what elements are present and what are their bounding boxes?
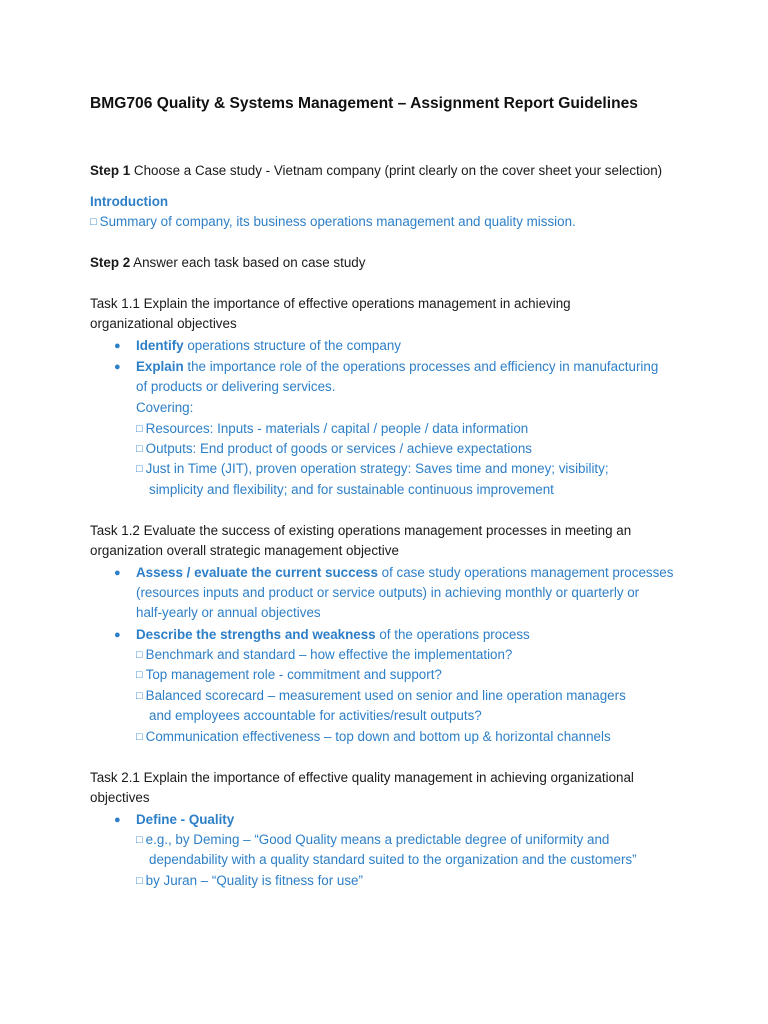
bullet-icon: ● bbox=[114, 629, 121, 641]
sub-item-text: Resources: Inputs - materials / capital / people / data information bbox=[145, 421, 529, 436]
task-1-1-bullet-explain bbox=[136, 357, 658, 377]
step2-text: Answer each task based on case study bbox=[130, 255, 366, 270]
sub-item-text: Benchmark and standard – how effective the implementation? bbox=[145, 647, 513, 662]
checkbox-square-icon: □ bbox=[136, 834, 143, 846]
task-1-1-sub-resources bbox=[136, 419, 528, 439]
step1-text: Choose a Case study - Vietnam company (print clearly on the cover sheet your selection) bbox=[130, 163, 663, 178]
task-2-1-sub-deming-cont: dependability with a quality standard suited to the organization and the customers” bbox=[149, 852, 637, 867]
task-1-2-sub-scorecard-cont: and employees accountable for activities/result outputs? bbox=[149, 708, 482, 723]
task-2-1-heading: Task 2.1 Explain the importance of effective quality management in achieving organizational bbox=[90, 770, 634, 785]
task-1-1-sub-outputs bbox=[136, 439, 532, 459]
task-1-1-covering-label: Covering: bbox=[136, 400, 194, 415]
bullet-icon: ● bbox=[114, 361, 121, 373]
task-2-1-bullet-define: Define - Quality bbox=[136, 812, 235, 827]
step2-label: Step 2 bbox=[90, 255, 131, 270]
bullet-bold-text: Explain bbox=[136, 359, 184, 374]
sub-item-text: Communication effectiveness – top down and bottom up & horizontal channels bbox=[145, 729, 611, 744]
checkbox-square-icon: □ bbox=[136, 669, 143, 681]
sub-item-text: Just in Time (JIT), proven operation strategy: Saves time and money; visibility; bbox=[145, 461, 609, 476]
bullet-icon: ● bbox=[114, 340, 121, 352]
bullet-text: the importance role of the operations processes and efficiency in manufacturing bbox=[183, 359, 659, 374]
task-1-1-heading-cont: organizational objectives bbox=[90, 316, 237, 331]
sub-item-text: e.g., by Deming – “Good Quality means a predictable degree of uniformity and bbox=[145, 832, 610, 847]
bullet-text: of case study operations management processes bbox=[377, 565, 674, 580]
introduction-item bbox=[90, 212, 576, 232]
task-1-2-sub-communication bbox=[136, 727, 611, 747]
checkbox-square-icon: □ bbox=[136, 423, 143, 435]
checkbox-square-icon: □ bbox=[136, 690, 143, 702]
bullet-bold-text: Assess / evaluate the current success bbox=[136, 565, 378, 580]
task-1-2-bullet-describe bbox=[136, 625, 530, 645]
task-1-2-bullet-assess-cont1: (resources inputs and product or service outputs) in achieving monthly or quarterly or bbox=[136, 585, 640, 600]
checkbox-square-icon: □ bbox=[136, 463, 143, 475]
step2-line bbox=[90, 253, 365, 273]
sub-item-text: by Juran – “Quality is fitness for use” bbox=[145, 873, 363, 888]
task-1-2-sub-top-management bbox=[136, 665, 442, 685]
step1-label: Step 1 bbox=[90, 163, 131, 178]
checkbox-square-icon: □ bbox=[136, 875, 143, 887]
bullet-text: operations structure of the company bbox=[183, 338, 401, 353]
sub-item-text: Top management role - commitment and support? bbox=[145, 667, 442, 682]
bullet-icon: ● bbox=[114, 814, 121, 826]
checkbox-square-icon: □ bbox=[136, 731, 143, 743]
task-2-1-sub-deming bbox=[136, 830, 609, 850]
task-1-2-bullet-assess-cont2: half-yearly or annual objectives bbox=[136, 605, 321, 620]
task-1-1-bullet-identify bbox=[136, 336, 401, 356]
sub-item-text: Outputs: End product of goods or services / achieve expectations bbox=[145, 441, 532, 456]
task-1-2-bullet-assess bbox=[136, 563, 673, 583]
step1-line bbox=[90, 161, 662, 181]
checkbox-square-icon: □ bbox=[136, 443, 143, 455]
task-1-1-sub-jit-cont: simplicity and flexibility; and for sustainable continuous improvement bbox=[149, 482, 554, 497]
checkbox-square-icon: □ bbox=[136, 649, 143, 661]
task-2-1-sub-juran bbox=[136, 871, 363, 891]
document-title: BMG706 Quality & Systems Management – Assignment Report Guidelines bbox=[90, 95, 638, 112]
sub-item-text: Balanced scorecard – measurement used on senior and line operation managers bbox=[145, 688, 626, 703]
introduction-item-text: Summary of company, its business operations management and quality mission. bbox=[99, 214, 576, 229]
task-1-2-heading: Task 1.2 Evaluate the success of existing operations management processes in meeting an bbox=[90, 523, 632, 538]
task-1-1-bullet-explain-cont: of products or delivering services. bbox=[136, 379, 336, 394]
bullet-icon: ● bbox=[114, 567, 121, 579]
bullet-bold-text: Describe the strengths and weakness bbox=[136, 627, 376, 642]
introduction-heading: Introduction bbox=[90, 194, 169, 209]
task-1-2-heading-cont: organization overall strategic management objective bbox=[90, 543, 399, 558]
bullet-bold-text: Identify bbox=[136, 338, 184, 353]
task-1-2-sub-scorecard bbox=[136, 686, 626, 706]
task-1-1-sub-jit bbox=[136, 459, 609, 479]
checkbox-square-icon: □ bbox=[90, 216, 97, 228]
task-2-1-heading-cont: objectives bbox=[90, 790, 150, 805]
task-1-2-sub-benchmark bbox=[136, 645, 512, 665]
task-1-1-heading: Task 1.1 Explain the importance of effective operations management in achieving bbox=[90, 296, 571, 311]
bullet-text: of the operations process bbox=[375, 627, 530, 642]
